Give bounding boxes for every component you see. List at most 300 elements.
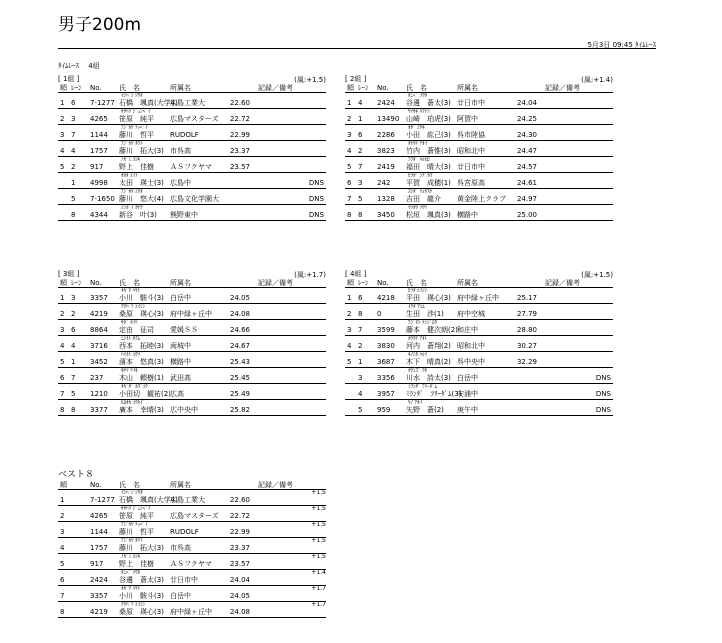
table-header xyxy=(345,84,613,93)
lane: 4 xyxy=(71,147,76,155)
bib-number: 1144 xyxy=(90,528,108,536)
athlete-name: 河内 蒼翔(2) xyxy=(406,342,451,350)
result-row xyxy=(58,342,326,352)
page-title: 男子200m xyxy=(58,15,142,35)
rank: 5 xyxy=(347,358,352,366)
col-lane: ﾚｰﾝ xyxy=(358,279,369,287)
result-row xyxy=(58,390,326,400)
col-record: 記録／備考 xyxy=(258,279,293,287)
col-lane: ﾚｰﾝ xyxy=(358,84,369,92)
bib-number: 3599 xyxy=(377,326,395,334)
team-name: 呉宮原高 xyxy=(457,179,485,187)
bib-number: 4218 xyxy=(377,294,395,302)
athlete-name: 平賀 成穂(1) xyxy=(406,179,451,187)
bib-number: 3716 xyxy=(90,342,108,350)
heat-label: [ 4組 ] xyxy=(345,270,367,278)
col-record: 記録／備考 xyxy=(258,481,293,489)
rank: 1 xyxy=(347,294,352,302)
result-row xyxy=(345,131,613,141)
col-lane: ﾚｰﾝ xyxy=(71,84,82,92)
lane: 1 xyxy=(358,358,363,366)
rank: 7 xyxy=(60,390,65,398)
result-row xyxy=(345,342,613,352)
name-kana: ｲｼﾊﾞｼ ｿｳﾀ xyxy=(121,93,143,99)
athlete-name: 西本 拓睦(3) xyxy=(119,342,164,350)
team-name: 昭和北中 xyxy=(457,342,485,350)
record: 24.05 xyxy=(229,592,250,600)
col-no: No. xyxy=(90,481,102,489)
record: 22.60 xyxy=(229,99,250,107)
status-note: DNS xyxy=(308,195,324,203)
col-name: 氏 名 xyxy=(119,481,140,489)
athlete-name: 小田切 観祐(2) xyxy=(119,390,171,398)
rank: 1 xyxy=(347,99,352,107)
result-row xyxy=(58,528,326,538)
name-kana: ｵﾀﾞ ｺｳｷ xyxy=(408,125,425,131)
lane: 1 xyxy=(71,358,76,366)
bib-number: 1144 xyxy=(90,131,108,139)
athlete-name: 福田 晴大(3) xyxy=(406,163,451,171)
bib-number: 1328 xyxy=(377,195,395,203)
result-row xyxy=(58,576,326,586)
team-name: 愛媛ＳＳ xyxy=(170,326,198,334)
wind-value: +1.5 xyxy=(311,489,326,496)
bib-number: 4219 xyxy=(90,310,108,318)
result-row xyxy=(345,294,613,304)
lane: 7 xyxy=(358,326,363,334)
bib-number: 3357 xyxy=(90,294,108,302)
team-name: RUDOLF xyxy=(170,528,199,536)
name-kana: ｵｶﾞﾜ ﾊﾔﾄ xyxy=(121,586,141,592)
record: 25.17 xyxy=(516,294,537,302)
bib-number: 8864 xyxy=(90,326,108,334)
bib-number: 2286 xyxy=(377,131,395,139)
event-datetime: 5月3日 09:45 ﾀｲﾑﾚｰｽ xyxy=(587,41,656,49)
name-kana: ﾏﾂｶﾜ ｿｳﾏ xyxy=(408,205,428,211)
name-kana: ｷﾉｼﾀ ﾊﾙﾏ xyxy=(408,352,428,358)
rank: 6 xyxy=(60,576,65,584)
col-record: 記録／備考 xyxy=(545,84,580,92)
bib-number: 3452 xyxy=(90,358,108,366)
lane: 3 xyxy=(358,374,363,382)
col-rank: 順 xyxy=(347,84,354,92)
col-rank: 順 xyxy=(60,481,67,489)
name-kana: ｵｶﾞﾀﾞ ｶｽﾞﾕｳ xyxy=(121,384,148,390)
name-kana: ﾋﾗｶﾞ ｼﾃﾞｶｽﾞ xyxy=(408,173,435,179)
result-row xyxy=(58,310,326,320)
result-row xyxy=(345,406,613,416)
lane: 7 xyxy=(358,163,363,171)
name-kana: ｷﾔﾏ ﾗｲｷ xyxy=(121,368,138,374)
bib-number: 2419 xyxy=(377,163,395,171)
record: 24.04 xyxy=(516,99,537,107)
record: 23.57 xyxy=(229,560,250,568)
rank: 2 xyxy=(347,310,352,318)
result-row xyxy=(58,560,326,570)
wind-value: +1.5 xyxy=(311,505,326,512)
rank: 4 xyxy=(347,147,352,155)
result-row xyxy=(58,374,326,384)
name-kana: ｵｶﾞﾜ ﾊﾔﾄ xyxy=(121,288,141,294)
athlete-name: 小川 駿斗(3) xyxy=(119,592,164,600)
name-kana: ﾌｸﾀﾞ ﾊﾙﾋﾛ xyxy=(408,157,430,163)
team-name: 白岳中 xyxy=(457,374,478,382)
record: 23.57 xyxy=(229,163,250,171)
athlete-name: 藤川 悠大(4) xyxy=(119,195,164,203)
athlete-name: 木山 頼樹(1) xyxy=(119,374,164,382)
bib-number: 3357 xyxy=(90,592,108,600)
bib-number: 3823 xyxy=(377,147,395,155)
name-kana: ｻﾀﾞ ｾｲﾘ xyxy=(121,320,138,326)
status-note: DNS xyxy=(308,211,324,219)
lane: 3 xyxy=(358,179,363,187)
col-team: 所属名 xyxy=(170,279,191,287)
lane: 8 xyxy=(71,211,76,219)
wind-reading: (風:+1.7) xyxy=(294,271,326,279)
athlete-name: 濱本 悠真(3) xyxy=(119,358,164,366)
status-note: DNS xyxy=(308,179,324,187)
bib-number: 7-1650 xyxy=(90,195,115,203)
result-row xyxy=(58,211,326,221)
result-row xyxy=(58,99,326,109)
result-row xyxy=(58,512,326,522)
team-name: 府中緑ヶ丘中 xyxy=(170,608,212,616)
lane: 5 xyxy=(71,390,76,398)
wind-value: +1.5 xyxy=(311,521,326,528)
name-kana: ﾉｶﾞﾐ ﾖｼｷ xyxy=(121,554,141,560)
name-kana: ｸﾜﾊﾞﾗ ｴｲｼﾝ xyxy=(121,304,146,310)
result-row xyxy=(58,326,326,336)
record: 22.72 xyxy=(229,512,250,520)
athlete-name: 太田 瑛士(3) xyxy=(119,179,164,187)
team-name: 広高 xyxy=(170,390,184,398)
athlete-name: 桑原 瑛心(3) xyxy=(119,310,164,318)
wind-reading: (風:+1.4) xyxy=(581,76,613,84)
table-header xyxy=(58,84,326,93)
heat-group xyxy=(58,75,326,221)
athlete-name: 木下 晴真(2) xyxy=(406,358,451,366)
lane: 6 xyxy=(71,326,76,334)
record: 24.08 xyxy=(229,608,250,616)
heat-group xyxy=(345,270,613,416)
team-name: 庚午中 xyxy=(457,406,478,414)
lane: 7 xyxy=(71,131,76,139)
table-header xyxy=(345,279,613,288)
team-name: 府中緑ヶ丘中 xyxy=(170,310,212,318)
bib-number: 3830 xyxy=(377,342,395,350)
lane: 8 xyxy=(358,211,363,219)
rank: 7 xyxy=(347,195,352,203)
name-kana: ﾔﾏｻｷ ﾊｸﾄﾗ xyxy=(408,109,430,115)
lane: 2 xyxy=(71,163,76,171)
result-row xyxy=(345,147,613,157)
bib-number: 1210 xyxy=(90,390,108,398)
name-kana: ｶﾜﾐｽﾞ ｳﾀ xyxy=(408,368,428,374)
lane: 7 xyxy=(71,374,76,382)
rank: 3 xyxy=(347,326,352,334)
record: 24.57 xyxy=(516,163,537,171)
wind-value: +1.5 xyxy=(311,553,326,560)
athlete-name: 石橋 颯真(大学4) xyxy=(119,496,178,504)
record: 25.43 xyxy=(229,358,250,366)
result-row xyxy=(58,163,326,173)
result-row xyxy=(58,592,326,602)
team-name: ＡＳフクヤマ xyxy=(170,560,212,568)
athlete-name: 笹原 純平 xyxy=(119,115,154,123)
rank: 4 xyxy=(347,342,352,350)
name-kana: ﾌｼﾞｶﾜ ﾀｸﾄ xyxy=(121,141,143,147)
lane: 3 xyxy=(71,115,76,123)
rank: 5 xyxy=(60,358,65,366)
heat-label: [ 2組 ] xyxy=(345,75,367,83)
lane: 3 xyxy=(71,294,76,302)
result-row xyxy=(58,406,326,416)
team-name: 府中緑ヶ丘中 xyxy=(457,294,499,302)
rank: 6 xyxy=(60,374,65,382)
record: 23.37 xyxy=(229,544,250,552)
athlete-name: 新谷 叶(3) xyxy=(119,211,157,219)
team-name: 廿日市中 xyxy=(170,576,198,584)
col-no: No. xyxy=(90,84,102,92)
bib-number: 917 xyxy=(90,163,104,171)
rank: 7 xyxy=(60,592,65,600)
name-kana: ｲｸﾀ ｱﾕﾑ xyxy=(408,304,425,310)
bib-number: 4265 xyxy=(90,512,108,520)
rank: 2 xyxy=(60,512,65,520)
athlete-name: 小川 駿斗(3) xyxy=(119,294,164,302)
result-row xyxy=(345,374,613,384)
col-rank: 順 xyxy=(347,279,354,287)
result-row xyxy=(345,115,613,125)
athlete-name: 生田 渉(1) xyxy=(406,310,444,318)
record: 28.80 xyxy=(516,326,537,334)
name-kana: ｼﾝｶﾞｲ ｶﾅｳ xyxy=(121,205,143,211)
rank: 1 xyxy=(60,294,65,302)
rank: 1 xyxy=(60,496,65,504)
wind-value: +1.7 xyxy=(311,601,326,608)
wind-reading: (風:+1.5) xyxy=(581,271,613,279)
rank: 4 xyxy=(60,147,65,155)
athlete-name: 藤本 健次朗(2) xyxy=(406,326,458,334)
bib-number: 4265 xyxy=(90,115,108,123)
record: 25.45 xyxy=(229,374,250,382)
col-team: 所属名 xyxy=(457,84,478,92)
col-name: 氏 名 xyxy=(119,84,140,92)
bib-number: 7-1277 xyxy=(90,99,115,107)
team-name: 呉中央中 xyxy=(457,358,485,366)
record: 22.99 xyxy=(229,528,250,536)
name-kana: ﾔﾉ ｱｵｲ xyxy=(408,400,423,406)
bib-number: 0 xyxy=(377,310,382,318)
bib-number: 2424 xyxy=(90,576,108,584)
result-row xyxy=(345,310,613,320)
status-note: DNS xyxy=(595,406,611,414)
team-name: 市呉高 xyxy=(170,147,191,155)
rank: 3 xyxy=(347,131,352,139)
athlete-name: ﾐﾗﾝﾀﾞ ﾌﾘｰﾀﾞﾑ(3) xyxy=(406,390,462,398)
record: 22.60 xyxy=(229,496,250,504)
record: 24.04 xyxy=(229,576,250,584)
table-header xyxy=(58,279,326,288)
record: 24.67 xyxy=(229,342,250,350)
result-row xyxy=(58,544,326,554)
record: 24.25 xyxy=(516,115,537,123)
team-name: 武田高 xyxy=(170,374,191,382)
status-note: DNS xyxy=(595,374,611,382)
athlete-name: 笹原 純平 xyxy=(119,512,154,520)
rank: 3 xyxy=(60,131,65,139)
col-team: 所属名 xyxy=(170,84,191,92)
result-row xyxy=(58,358,326,368)
col-no: No. xyxy=(377,279,389,287)
name-kana: ﾐﾗﾝﾀﾞ ﾌﾘｰﾀﾞﾑ xyxy=(408,384,438,390)
athlete-name: 桑原 瑛心(3) xyxy=(119,608,164,616)
team-name: 熊野東中 xyxy=(170,211,198,219)
athlete-name: 藤川 哲平 xyxy=(119,528,154,536)
col-name: 氏 名 xyxy=(406,84,427,92)
rank: 8 xyxy=(60,406,65,414)
table-header xyxy=(58,481,326,490)
athlete-name: 竹内 蒼惟(3) xyxy=(406,147,451,155)
bib-number: 242 xyxy=(377,179,391,187)
bib-number: 3377 xyxy=(90,406,108,414)
team-name: 昭和北中 xyxy=(457,147,485,155)
name-kana: ﾉｶﾞﾐ ﾖｼｷ xyxy=(121,157,141,163)
col-lane: ﾚｰﾝ xyxy=(71,279,82,287)
team-name: 廿日市中 xyxy=(457,99,485,107)
col-rank: 順 xyxy=(60,84,67,92)
result-row xyxy=(345,179,613,189)
rank: 2 xyxy=(60,115,65,123)
team-name: 広島工業大 xyxy=(170,99,205,107)
athlete-name: 矢野 蒼(2) xyxy=(406,406,444,414)
team-name: 広島工業大 xyxy=(170,496,205,504)
athlete-name: 山崎 珀虎(3) xyxy=(406,115,451,123)
name-kana: ﾌｼﾞｶﾜ ﾃｯﾍﾟｲ xyxy=(121,522,148,528)
result-row xyxy=(58,131,326,141)
athlete-name: 定由 征司 xyxy=(119,326,154,334)
wind-value: +1.7 xyxy=(311,585,326,592)
team-name: 廿日市中 xyxy=(457,163,485,171)
athlete-name: 石橋 颯真(大学4) xyxy=(119,99,178,107)
result-row xyxy=(58,195,326,205)
col-record: 記録／備考 xyxy=(545,279,580,287)
bib-number: 3356 xyxy=(377,374,395,382)
heat-label: [ 3組 ] xyxy=(58,270,80,278)
result-row xyxy=(58,496,326,506)
lane: 1 xyxy=(358,115,363,123)
record: 24.47 xyxy=(516,147,537,155)
name-kana: ﾌｼﾞｶﾜ ﾃｯﾍﾟｲ xyxy=(121,125,148,131)
record: 23.37 xyxy=(229,147,250,155)
result-row xyxy=(345,195,613,205)
result-row xyxy=(58,608,326,618)
col-name: 氏 名 xyxy=(406,279,427,287)
bib-number: 237 xyxy=(90,374,104,382)
record: 27.79 xyxy=(516,310,537,318)
team-name: 両城中 xyxy=(170,342,191,350)
athlete-name: 川水 詩太(3) xyxy=(406,374,451,382)
record: 30.27 xyxy=(516,342,537,350)
result-row xyxy=(345,326,613,336)
bib-number: 7-1277 xyxy=(90,496,115,504)
wind-value: +1.4 xyxy=(311,569,326,576)
team-name: 広島マスターズ xyxy=(170,512,219,520)
bib-number: 959 xyxy=(377,406,391,414)
best8-title: ベスト８ xyxy=(58,470,95,480)
athlete-name: 松垣 颯真(3) xyxy=(406,211,451,219)
col-name: 氏 名 xyxy=(119,279,140,287)
bib-number: 4219 xyxy=(90,608,108,616)
bib-number: 3687 xyxy=(377,358,395,366)
athlete-name: 小田 紘己(3) xyxy=(406,131,451,139)
name-kana: ｸﾜﾊﾞﾗ ｴｲｼﾝ xyxy=(121,602,146,608)
record: 22.99 xyxy=(229,131,250,139)
name-kana: ﾌｼﾞｶﾜ ﾕｳﾀ xyxy=(121,189,143,195)
record: 25.82 xyxy=(229,406,250,414)
rank: 5 xyxy=(60,163,65,171)
team-name: RUDOLF xyxy=(170,131,199,139)
lane: 2 xyxy=(358,342,363,350)
bib-number: 1757 xyxy=(90,544,108,552)
team-name: 市呉高 xyxy=(170,544,191,552)
result-row xyxy=(345,358,613,368)
wind-value: +1.5 xyxy=(311,537,326,544)
rank: 4 xyxy=(60,544,65,552)
team-name: 黄金陸上クラブ xyxy=(457,195,506,203)
team-name: 府中空城 xyxy=(457,310,485,318)
lane: 8 xyxy=(71,406,76,414)
rank: 5 xyxy=(60,560,65,568)
rank: 1 xyxy=(60,99,65,107)
bib-number: 4998 xyxy=(90,179,108,187)
col-no: No. xyxy=(377,84,389,92)
team-name: 白岳中 xyxy=(170,294,191,302)
heat-label: ﾀｲﾑﾚｰｽ 4組 xyxy=(58,62,100,70)
rank: 4 xyxy=(60,342,65,350)
result-row xyxy=(345,99,613,109)
name-kana: ｻｻﾊﾗ ｼﾞｭﾝﾍﾟｲ xyxy=(121,109,151,115)
name-kana: ﾀﾆﾍﾞ ｿｳﾀ xyxy=(121,570,141,576)
bib-number: 3450 xyxy=(377,211,395,219)
rank: 3 xyxy=(60,326,65,334)
athlete-name: 廣本 幸晴(3) xyxy=(119,406,164,414)
name-kana: ﾋﾛｵｶ ｺｳｾｲ xyxy=(121,400,143,406)
name-kana: ｵｵﾀ ｴｲﾄ xyxy=(121,173,138,179)
athlete-name: 谷邊 蒼太(3) xyxy=(406,99,451,107)
record: 24.61 xyxy=(516,179,537,187)
name-kana: ﾌｼﾞｶﾜ ﾀｸﾄ xyxy=(121,538,143,544)
lane: 4 xyxy=(358,390,363,398)
rank: 5 xyxy=(347,163,352,171)
lane: 8 xyxy=(358,310,363,318)
team-name: 阿賀中 xyxy=(457,115,478,123)
record: 22.72 xyxy=(229,115,250,123)
team-name: 広中央中 xyxy=(170,406,198,414)
athlete-name: 藤川 拓大(3) xyxy=(119,544,164,552)
bib-number: 2424 xyxy=(377,99,395,107)
athlete-name: 谷邊 蒼太(3) xyxy=(119,576,164,584)
name-kana: ｶﾜｳﾁ ｱｵﾄ xyxy=(408,336,428,342)
col-record: 記録／備考 xyxy=(258,84,293,92)
bib-number: 917 xyxy=(90,560,104,568)
record: 32.29 xyxy=(516,358,537,366)
result-row xyxy=(58,294,326,304)
col-team: 所属名 xyxy=(170,481,191,489)
team-name: 広島文化学園大 xyxy=(170,195,219,203)
team-name: 広島マスターズ xyxy=(170,115,219,123)
athlete-name: 藤川 拓大(3) xyxy=(119,147,164,155)
